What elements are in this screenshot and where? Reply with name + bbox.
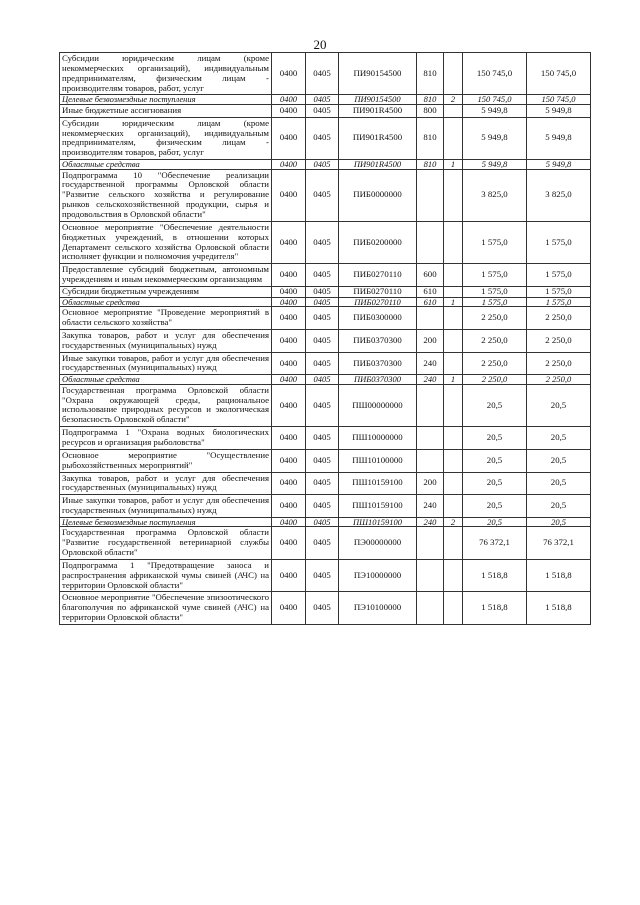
amount-cell-1: 1 575,0: [463, 297, 527, 307]
name-cell: Государственная программа Орловской области "Охрана окружающей среды, рациональное использование природных ресурсов и экологическая безопасность Орловской области": [60, 384, 272, 426]
source-code-cell: [444, 495, 463, 518]
section-code-cell: 0400: [272, 264, 306, 287]
target-article-cell: ПШ10159100: [339, 472, 417, 495]
table-row: [60, 307, 591, 330]
amount-cell-1: 1 518,8: [463, 592, 527, 625]
section-code-cell: 0400: [272, 375, 306, 385]
amount-cell-1: 1 518,8: [463, 559, 527, 592]
section-code-cell: 0400: [272, 384, 306, 426]
section-code-cell: 0400: [272, 307, 306, 330]
source-code-cell: [444, 117, 463, 159]
amount-cell-2: 1 518,8: [527, 592, 591, 625]
table-row: [60, 329, 591, 352]
source-code-cell: [444, 221, 463, 263]
subsection-code-cell: 0405: [306, 307, 339, 330]
table-row: [60, 117, 591, 159]
table-row: [60, 527, 591, 560]
name-cell: Целевые безвозмездные поступления: [60, 95, 272, 105]
page-number: 20: [313, 37, 327, 52]
amount-cell-2: 5 949,8: [527, 104, 591, 117]
subsection-code-cell: 0405: [306, 472, 339, 495]
expense-type-cell: 610: [417, 297, 444, 307]
table-row: [60, 384, 591, 426]
subsection-code-cell: 0405: [306, 559, 339, 592]
expense-type-cell: [417, 384, 444, 426]
target-article-cell: ПИБ0370300: [339, 329, 417, 352]
expense-type-cell: 610: [417, 286, 444, 297]
section-code-cell: 0400: [272, 117, 306, 159]
section-code-cell: 0400: [272, 160, 306, 170]
expense-type-cell: [417, 449, 444, 472]
source-code-cell: 1: [444, 375, 463, 385]
source-code-cell: [444, 286, 463, 297]
expense-type-cell: [417, 307, 444, 330]
name-cell: Областные средства: [60, 160, 272, 170]
table-row: [60, 264, 591, 287]
amount-cell-2: 2 250,0: [527, 307, 591, 330]
subsection-code-cell: 0405: [306, 384, 339, 426]
subsection-code-cell: 0405: [306, 286, 339, 297]
subsection-code-cell: 0405: [306, 449, 339, 472]
expense-type-cell: 200: [417, 472, 444, 495]
table-row: [60, 495, 591, 518]
amount-cell-1: 1 575,0: [463, 221, 527, 263]
target-article-cell: ПИБ0270110: [339, 297, 417, 307]
name-cell: Подпрограмма 1 "Предотвращение заноса и распространения африканской чумы свиней (АЧС) на территории Орловской области": [60, 559, 272, 592]
section-code-cell: 0400: [272, 472, 306, 495]
amount-cell-1: 2 250,0: [463, 329, 527, 352]
amount-cell-1: 5 949,8: [463, 104, 527, 117]
amount-cell-2: 3 825,0: [527, 169, 591, 221]
table-row: [60, 472, 591, 495]
name-cell: Субсидии бюджетным учреждениям: [60, 286, 272, 297]
section-code-cell: 0400: [272, 527, 306, 560]
source-code-cell: [444, 592, 463, 625]
section-code-cell: 0400: [272, 495, 306, 518]
name-cell: Субсидии юридическим лицам (кроме некоммерческих организаций), индивидуальным предпринимателям, физическим лицам - производителям товаров, работ, услуг: [60, 117, 272, 159]
target-article-cell: ПИ901R4500: [339, 104, 417, 117]
table-row: [60, 95, 591, 105]
subsection-code-cell: 0405: [306, 329, 339, 352]
subsection-code-cell: 0405: [306, 297, 339, 307]
amount-cell-1: 5 949,8: [463, 117, 527, 159]
subsection-code-cell: 0405: [306, 517, 339, 527]
subsection-code-cell: 0405: [306, 160, 339, 170]
section-code-cell: 0400: [272, 449, 306, 472]
target-article-cell: ПШ10159100: [339, 517, 417, 527]
table-row: [60, 427, 591, 450]
amount-cell-1: 20,5: [463, 495, 527, 518]
section-code-cell: 0400: [272, 297, 306, 307]
name-cell: Основное мероприятие "Осуществление рыбохозяйственных мероприятий": [60, 449, 272, 472]
amount-cell-1: 20,5: [463, 449, 527, 472]
amount-cell-2: 76 372,1: [527, 527, 591, 560]
amount-cell-1: 1 575,0: [463, 286, 527, 297]
subsection-code-cell: 0405: [306, 221, 339, 263]
amount-cell-2: 20,5: [527, 427, 591, 450]
amount-cell-2: 2 250,0: [527, 352, 591, 375]
subsection-code-cell: 0405: [306, 527, 339, 560]
expense-type-cell: 810: [417, 53, 444, 95]
name-cell: Предоставление субсидий бюджетным, автономным учреждениям и иным некоммерческим организациям: [60, 264, 272, 287]
target-article-cell: ПИ90154500: [339, 95, 417, 105]
table-row: [60, 169, 591, 221]
amount-cell-1: 20,5: [463, 472, 527, 495]
target-article-cell: ПЭ00000000: [339, 527, 417, 560]
section-code-cell: 0400: [272, 169, 306, 221]
expense-type-cell: 200: [417, 329, 444, 352]
subsection-code-cell: 0405: [306, 375, 339, 385]
source-code-cell: [444, 329, 463, 352]
section-code-cell: 0400: [272, 329, 306, 352]
expense-type-cell: 810: [417, 160, 444, 170]
amount-cell-1: 20,5: [463, 517, 527, 527]
target-article-cell: ПИ90154500: [339, 53, 417, 95]
subsection-code-cell: 0405: [306, 169, 339, 221]
amount-cell-1: 76 372,1: [463, 527, 527, 560]
amount-cell-1: 150 745,0: [463, 53, 527, 95]
table-row: [60, 160, 591, 170]
section-code-cell: 0400: [272, 559, 306, 592]
subsection-code-cell: 0405: [306, 427, 339, 450]
source-code-cell: 1: [444, 160, 463, 170]
source-code-cell: 2: [444, 517, 463, 527]
source-code-cell: [444, 527, 463, 560]
name-cell: Областные средства: [60, 297, 272, 307]
expense-type-cell: 600: [417, 264, 444, 287]
section-code-cell: 0400: [272, 95, 306, 105]
name-cell: Иные бюджетные ассигнования: [60, 104, 272, 117]
subsection-code-cell: 0405: [306, 352, 339, 375]
subsection-code-cell: 0405: [306, 95, 339, 105]
target-article-cell: ПИБ0370300: [339, 352, 417, 375]
target-article-cell: ПИБ0270110: [339, 264, 417, 287]
target-article-cell: ПЭ10000000: [339, 559, 417, 592]
amount-cell-1: 1 575,0: [463, 264, 527, 287]
name-cell: Основное мероприятие "Проведение мероприятий в области сельского хозяйства": [60, 307, 272, 330]
expense-type-cell: [417, 559, 444, 592]
expense-type-cell: [417, 527, 444, 560]
table-row: [60, 517, 591, 527]
subsection-code-cell: 0405: [306, 592, 339, 625]
name-cell: Закупка товаров, работ и услуг для обеспечения государственных (муниципальных) нужд: [60, 329, 272, 352]
table-row: [60, 104, 591, 117]
amount-cell-2: 1 518,8: [527, 559, 591, 592]
amount-cell-1: 2 250,0: [463, 307, 527, 330]
table-row: [60, 297, 591, 307]
table-row: [60, 286, 591, 297]
subsection-code-cell: 0405: [306, 495, 339, 518]
section-code-cell: 0400: [272, 427, 306, 450]
amount-cell-1: 150 745,0: [463, 95, 527, 105]
source-code-cell: [444, 449, 463, 472]
amount-cell-2: 20,5: [527, 449, 591, 472]
subsection-code-cell: 0405: [306, 104, 339, 117]
amount-cell-2: 1 575,0: [527, 221, 591, 263]
amount-cell-2: 1 575,0: [527, 264, 591, 287]
target-article-cell: ПИ901R4500: [339, 117, 417, 159]
amount-cell-2: 20,5: [527, 517, 591, 527]
amount-cell-1: 2 250,0: [463, 352, 527, 375]
expense-type-cell: 810: [417, 95, 444, 105]
name-cell: Подпрограмма 10 "Обеспечение реализации государственной программы Орловской области "Развитие сельского хозяйства и регулирование рынков сельскохозяйственной продукции, сырья и продовольствия в Орловской области": [60, 169, 272, 221]
name-cell: Целевые безвозмездные поступления: [60, 517, 272, 527]
budget-table: [59, 52, 591, 625]
name-cell: Областные средства: [60, 375, 272, 385]
target-article-cell: ПИБ0270110: [339, 286, 417, 297]
amount-cell-2: 150 745,0: [527, 53, 591, 95]
name-cell: Закупка товаров, работ и услуг для обеспечения государственных (муниципальных) нужд: [60, 472, 272, 495]
target-article-cell: ПИБ0000000: [339, 169, 417, 221]
amount-cell-1: 5 949,8: [463, 160, 527, 170]
expense-type-cell: [417, 427, 444, 450]
expense-type-cell: 240: [417, 352, 444, 375]
expense-type-cell: 240: [417, 495, 444, 518]
name-cell: Иные закупки товаров, работ и услуг для обеспечения государственных (муниципальных) нужд: [60, 495, 272, 518]
target-article-cell: ПШ10000000: [339, 427, 417, 450]
amount-cell-2: 5 949,8: [527, 160, 591, 170]
amount-cell-2: 1 575,0: [527, 286, 591, 297]
expense-type-cell: [417, 221, 444, 263]
source-code-cell: [444, 264, 463, 287]
amount-cell-1: 2 250,0: [463, 375, 527, 385]
source-code-cell: [444, 53, 463, 95]
name-cell: Подпрограмма 1 "Охрана водных биологических ресурсов и организация рыболовства": [60, 427, 272, 450]
section-code-cell: 0400: [272, 352, 306, 375]
name-cell: Основное мероприятие "Обеспечение эпизоотического благополучия по африканской чуме свиней (АЧС) на территории Орловской области": [60, 592, 272, 625]
expense-type-cell: 240: [417, 375, 444, 385]
target-article-cell: ПИ901R4500: [339, 160, 417, 170]
amount-cell-1: 3 825,0: [463, 169, 527, 221]
amount-cell-2: 5 949,8: [527, 117, 591, 159]
name-cell: Иные закупки товаров, работ и услуг для обеспечения государственных (муниципальных) нужд: [60, 352, 272, 375]
target-article-cell: ПШ10100000: [339, 449, 417, 472]
section-code-cell: 0400: [272, 104, 306, 117]
target-article-cell: ПШ00000000: [339, 384, 417, 426]
section-code-cell: 0400: [272, 286, 306, 297]
amount-cell-2: 150 745,0: [527, 95, 591, 105]
subsection-code-cell: 0405: [306, 264, 339, 287]
target-article-cell: ПЭ10100000: [339, 592, 417, 625]
table-row: [60, 221, 591, 263]
source-code-cell: 2: [444, 95, 463, 105]
expense-type-cell: 240: [417, 517, 444, 527]
source-code-cell: [444, 307, 463, 330]
target-article-cell: ПИБ0300000: [339, 307, 417, 330]
amount-cell-1: 20,5: [463, 427, 527, 450]
expense-type-cell: [417, 592, 444, 625]
section-code-cell: 0400: [272, 53, 306, 95]
table-row: [60, 352, 591, 375]
section-code-cell: 0400: [272, 221, 306, 263]
table-row: [60, 592, 591, 625]
subsection-code-cell: 0405: [306, 53, 339, 95]
name-cell: Основное мероприятие "Обеспечение деятельности бюджетных учреждений, в отношении которых Департамент сельского хозяйства Орловской области исполняет функции и полномочия учредителя": [60, 221, 272, 263]
target-article-cell: ПИБ0370300: [339, 375, 417, 385]
source-code-cell: [444, 472, 463, 495]
expense-type-cell: 800: [417, 104, 444, 117]
table-row: [60, 559, 591, 592]
table-row: [60, 449, 591, 472]
table-row: [60, 375, 591, 385]
amount-cell-2: 20,5: [527, 384, 591, 426]
name-cell: Субсидии юридическим лицам (кроме некоммерческих организаций), индивидуальным предпринимателям, физическим лицам - производителям товаров, работ, услуг: [60, 53, 272, 95]
name-cell: Государственная программа Орловской области "Развитие государственной ветеринарной службы Орловской области": [60, 527, 272, 560]
section-code-cell: 0400: [272, 592, 306, 625]
source-code-cell: [444, 559, 463, 592]
source-code-cell: 1: [444, 297, 463, 307]
source-code-cell: [444, 384, 463, 426]
target-article-cell: ПИБ0200000: [339, 221, 417, 263]
source-code-cell: [444, 352, 463, 375]
expense-type-cell: [417, 169, 444, 221]
source-code-cell: [444, 104, 463, 117]
section-code-cell: 0400: [272, 517, 306, 527]
amount-cell-2: 1 575,0: [527, 297, 591, 307]
amount-cell-1: 20,5: [463, 384, 527, 426]
table-row: [60, 53, 591, 95]
amount-cell-2: 2 250,0: [527, 375, 591, 385]
amount-cell-2: 2 250,0: [527, 329, 591, 352]
source-code-cell: [444, 169, 463, 221]
source-code-cell: [444, 427, 463, 450]
subsection-code-cell: 0405: [306, 117, 339, 159]
expense-type-cell: 810: [417, 117, 444, 159]
amount-cell-2: 20,5: [527, 472, 591, 495]
target-article-cell: ПШ10159100: [339, 495, 417, 518]
amount-cell-2: 20,5: [527, 495, 591, 518]
